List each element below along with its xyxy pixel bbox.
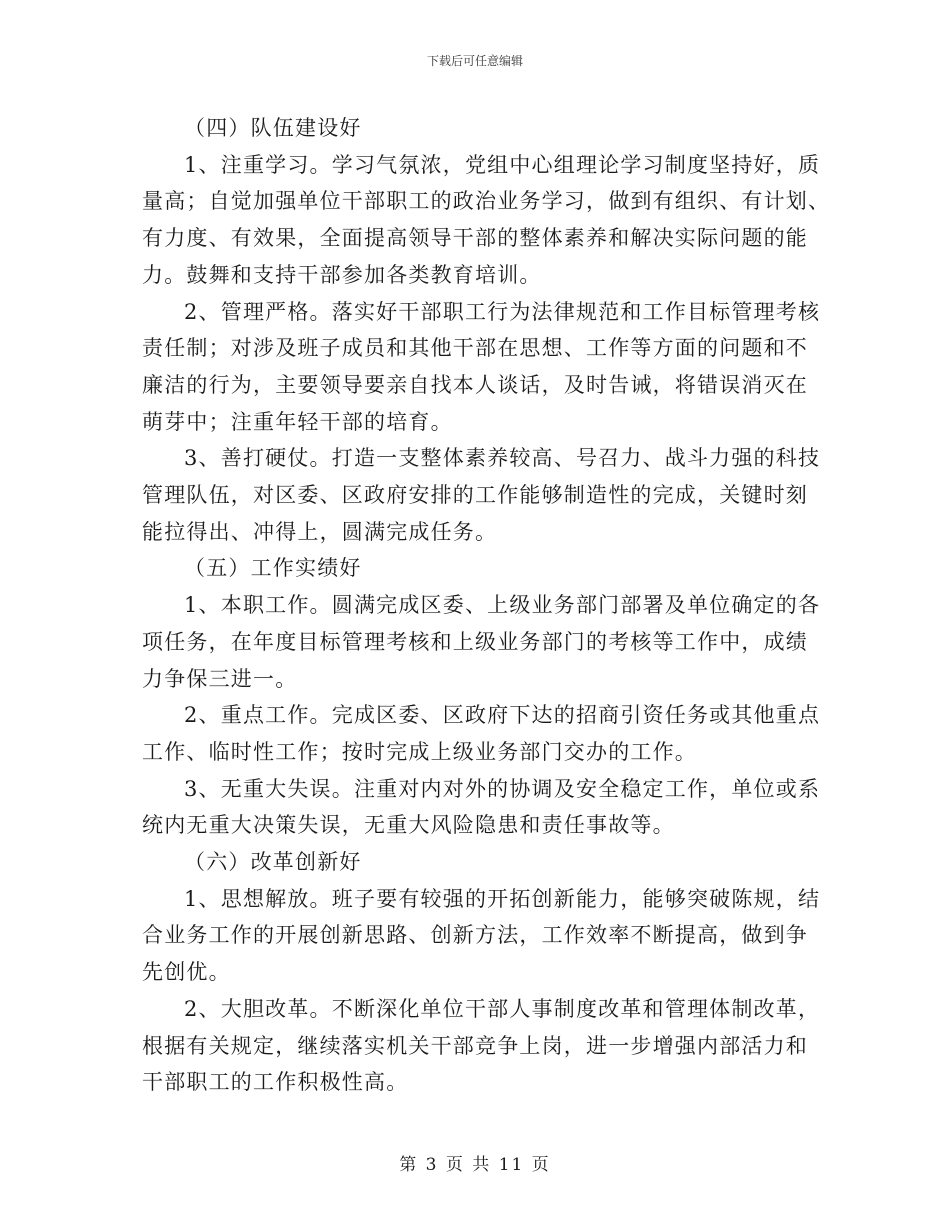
paragraph-line: 萌芽中；注重年轻干部的培育。 [142,409,453,434]
section-heading: （五）工作实绩好 [184,556,362,581]
paragraph-line: 3、无重大失误。注重对内对外的协调及安全稳定工作，单位或系 [184,776,821,801]
paragraph-line: 2、管理严格。落实好干部职工行为法律规范和工作目标管理考核 [184,299,821,324]
paragraph-line: 管理队伍，对区委、区政府安排的工作能够制造性的完成，关键时刻 [142,483,808,508]
section-heading: （六）改革创新好 [184,850,362,875]
section-heading: （四）队伍建设好 [184,116,362,140]
paragraph-line: 量高；自觉加强单位干部职工的政治业务学习，做到有组织、有计划、 [142,189,831,214]
paragraph-line: 1、本职工作。圆满完成区委、上级业务部门部署及单位确定的各 [184,593,821,618]
paragraph-line: 1、思想解放。班子要有较强的开拓创新能力，能够突破陈规，结 [184,886,821,911]
paragraph-line: 工作、临时性工作；按时完成上级业务部门交办的工作。 [142,739,697,764]
paragraph-line: 能拉得出、冲得上，圆满完成任务。 [142,519,498,544]
paragraph-line: 根据有关规定，继续落实机关干部竞争上岗，进一步增强内部活力和 [142,1033,808,1058]
paragraph-line: 1、注重学习。学习气氛浓，党组中心组理论学习制度坚持好，质 [184,152,821,177]
paragraph-line: 2、重点工作。完成区委、区政府下达的招商引资任务或其他重点 [184,703,821,728]
paragraph-line: 力争保三进一。 [142,666,298,691]
paragraph-line: 统内无重大决策失误，无重大风险隐患和责任事故等。 [142,813,675,838]
paragraph-line: 先创优。 [142,960,231,985]
paragraph-line: 有力度、有效果，全面提高领导干部的整体素养和解决实际问题的能 [142,226,808,251]
paragraph-line: 2、大胆改革。不断深化单位干部人事制度改革和管理体制改革， [184,996,821,1021]
document-body [142,110,831,1101]
page-number-footer: 第 3 页 共 11 页 [399,1155,551,1175]
paragraph-line: 3、善打硬仗。打造一支整体素养较高、号召力、战斗力强的科技 [184,446,821,471]
paragraph-line: 干部职工的工作积极性高。 [142,1070,409,1095]
paragraph-line: 廉洁的行为，主要领导要亲自找本人谈话，及时告诫，将错误消灭在 [142,372,808,397]
paragraph-line: 项任务，在年度目标管理考核和上级业务部门的考核等工作中，成绩 [142,629,808,654]
paragraph-line: 合业务工作的开展创新思路、创新方法，工作效率不断提高，做到争 [142,923,808,948]
header-note: 下载后可任意编辑 [426,54,523,68]
paragraph-line: 力。鼓舞和支持干部参加各类教育培训。 [142,262,542,287]
paragraph-line: 责任制；对涉及班子成员和其他干部在思想、工作等方面的问题和不 [142,336,808,361]
